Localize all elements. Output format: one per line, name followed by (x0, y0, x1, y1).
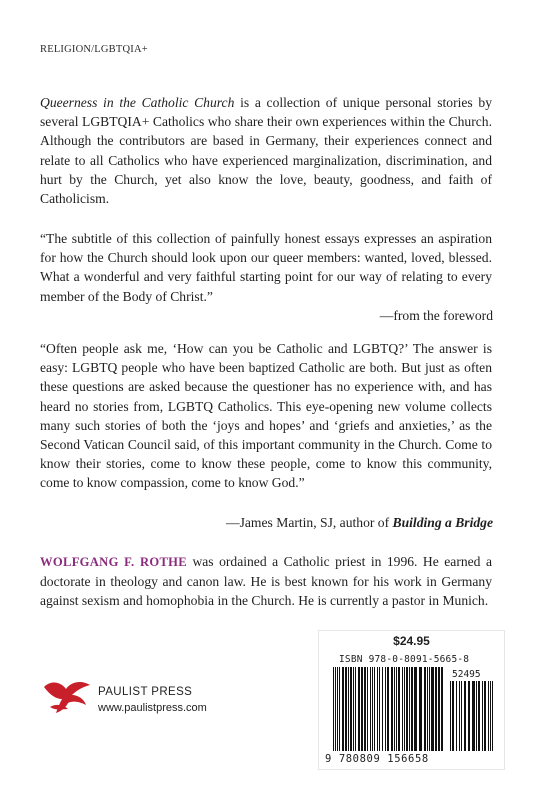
barcode-bar (419, 667, 422, 751)
paulist-press-logo-icon (40, 673, 94, 715)
price-addon-digits: 52495 (452, 669, 481, 680)
barcode-bar (402, 667, 403, 751)
publisher-name: PAULIST PRESS (98, 686, 193, 698)
barcode-bar (339, 667, 340, 751)
publisher-block (40, 673, 240, 717)
barcode-bar (404, 667, 405, 751)
barcode-bar (355, 667, 356, 751)
barcode-bar (335, 667, 336, 751)
barcode-box (318, 630, 505, 770)
author-name: WOLFGANG F. ROTHE (40, 555, 187, 569)
isbn-text: ISBN 978-0-8091-5665-8 (339, 654, 470, 665)
barcode-bar (472, 681, 475, 751)
barcode-bar (387, 667, 389, 751)
endorsement-book-title: Building a Bridge (392, 515, 493, 530)
barcode-bar (348, 667, 349, 751)
barcode-bar (382, 667, 383, 751)
barcode-bar (411, 667, 413, 751)
barcode-bar (484, 681, 486, 751)
barcode-bar (364, 667, 366, 751)
barcode-bar (450, 681, 451, 751)
publisher-url: www.paulistpress.com (98, 702, 207, 714)
barcode-bar (406, 667, 408, 751)
barcode-bar (441, 667, 443, 751)
barcode-bar (350, 667, 352, 751)
ean-barcode-icon (333, 667, 445, 751)
barcode-bar (379, 667, 380, 751)
barcode-bar (424, 667, 426, 751)
barcode-bar (385, 667, 386, 751)
author-bio-text: was ordained a Catholic priest in 1996. He earned a doctorate in theology and canon law. He is best known for his work in Germany against sexism and homophobia in the Church. He is currently a pastor in Munich. (40, 554, 492, 609)
endorsement-attribution (226, 515, 493, 531)
barcode-bar (377, 667, 378, 751)
barcode-bar (459, 681, 460, 751)
barcode-bar (476, 681, 477, 751)
price-label: $24.95 (393, 634, 430, 648)
intro-text: is a collection of unique personal stories by several LGBTQIA+ Catholics who share their own experiences within the Church. Although the contributors are based in Germany, their experiences connect and relate to all Catholics who have experienced marginalization, discrimination, and hurt by the Church, yet also know the love, beauty, goodness, and faith of Catholicism. (40, 95, 492, 207)
barcode-bar (488, 681, 489, 751)
barcode-bar (391, 667, 393, 751)
addon-barcode-icon (450, 681, 496, 751)
barcode-bar (478, 681, 480, 751)
barcode-bar (429, 667, 430, 751)
barcode-bar (361, 667, 363, 751)
ean-digits: 9 780809 156658 (325, 753, 429, 765)
book-title: Queerness in the Catholic Church (40, 95, 235, 110)
barcode-bar (394, 667, 395, 751)
barcode-bar (358, 667, 360, 751)
barcode-bar (367, 667, 368, 751)
barcode-bar (370, 667, 371, 751)
barcode-bar (353, 667, 354, 751)
barcode-bar (414, 667, 417, 751)
category-label: RELIGION/LGBTQIA+ (40, 44, 148, 55)
barcode-bar (374, 667, 375, 751)
foreword-attribution: —from the foreword (379, 308, 493, 323)
barcode-bar (333, 667, 334, 751)
endorsement-quote: “Often people ask me, ‘How can you be Catholic and LGBTQ?’ The answer is easy: LGBTQ people who have been baptized Catholic are both. But just as often these questions are asked because the questioner has no experience with, and has heard no stories from, LGBTQ Catholics. This eye-opening new volume collects many such stories of both the ‘joys and hopes’ and ‘griefs and anxieties,’ as the Second Vatican Council said, of this important community in the Church. Come to know their stories, come to know these people, come to know this community, come to know compassion, come to know God.” (40, 341, 492, 491)
endorsement-attribution-prefix: —James Martin, SJ, author of (226, 515, 393, 530)
barcode-bar (409, 667, 410, 751)
barcode-bar (438, 667, 440, 751)
author-bio (40, 552, 492, 611)
barcode-bar (342, 667, 344, 751)
barcode-bar (435, 667, 437, 751)
barcode-bar (337, 667, 338, 751)
barcode-bar (482, 681, 483, 751)
barcode-bar (372, 667, 373, 751)
barcode-bar (398, 667, 400, 751)
barcode-bar (492, 681, 493, 751)
barcode-bar (345, 667, 347, 751)
barcode-bar (468, 681, 470, 751)
barcode-bar (490, 681, 491, 751)
foreword-quote: “The subtitle of this collection of painfully honest essays expresses an aspiration for how the Church should look upon our queer members: wanted, loved, blessed. What a wonderful and very faithful starting point for our way of relating to every member of the Body of Christ.” (40, 231, 492, 304)
intro-paragraph (40, 93, 492, 208)
barcode-bar (452, 681, 454, 751)
barcode-bar (396, 667, 397, 751)
barcode-bar (461, 681, 462, 751)
barcode-bar (431, 667, 434, 751)
barcode-bar (427, 667, 428, 751)
barcode-bar (464, 681, 466, 751)
barcode-bar (456, 681, 457, 751)
